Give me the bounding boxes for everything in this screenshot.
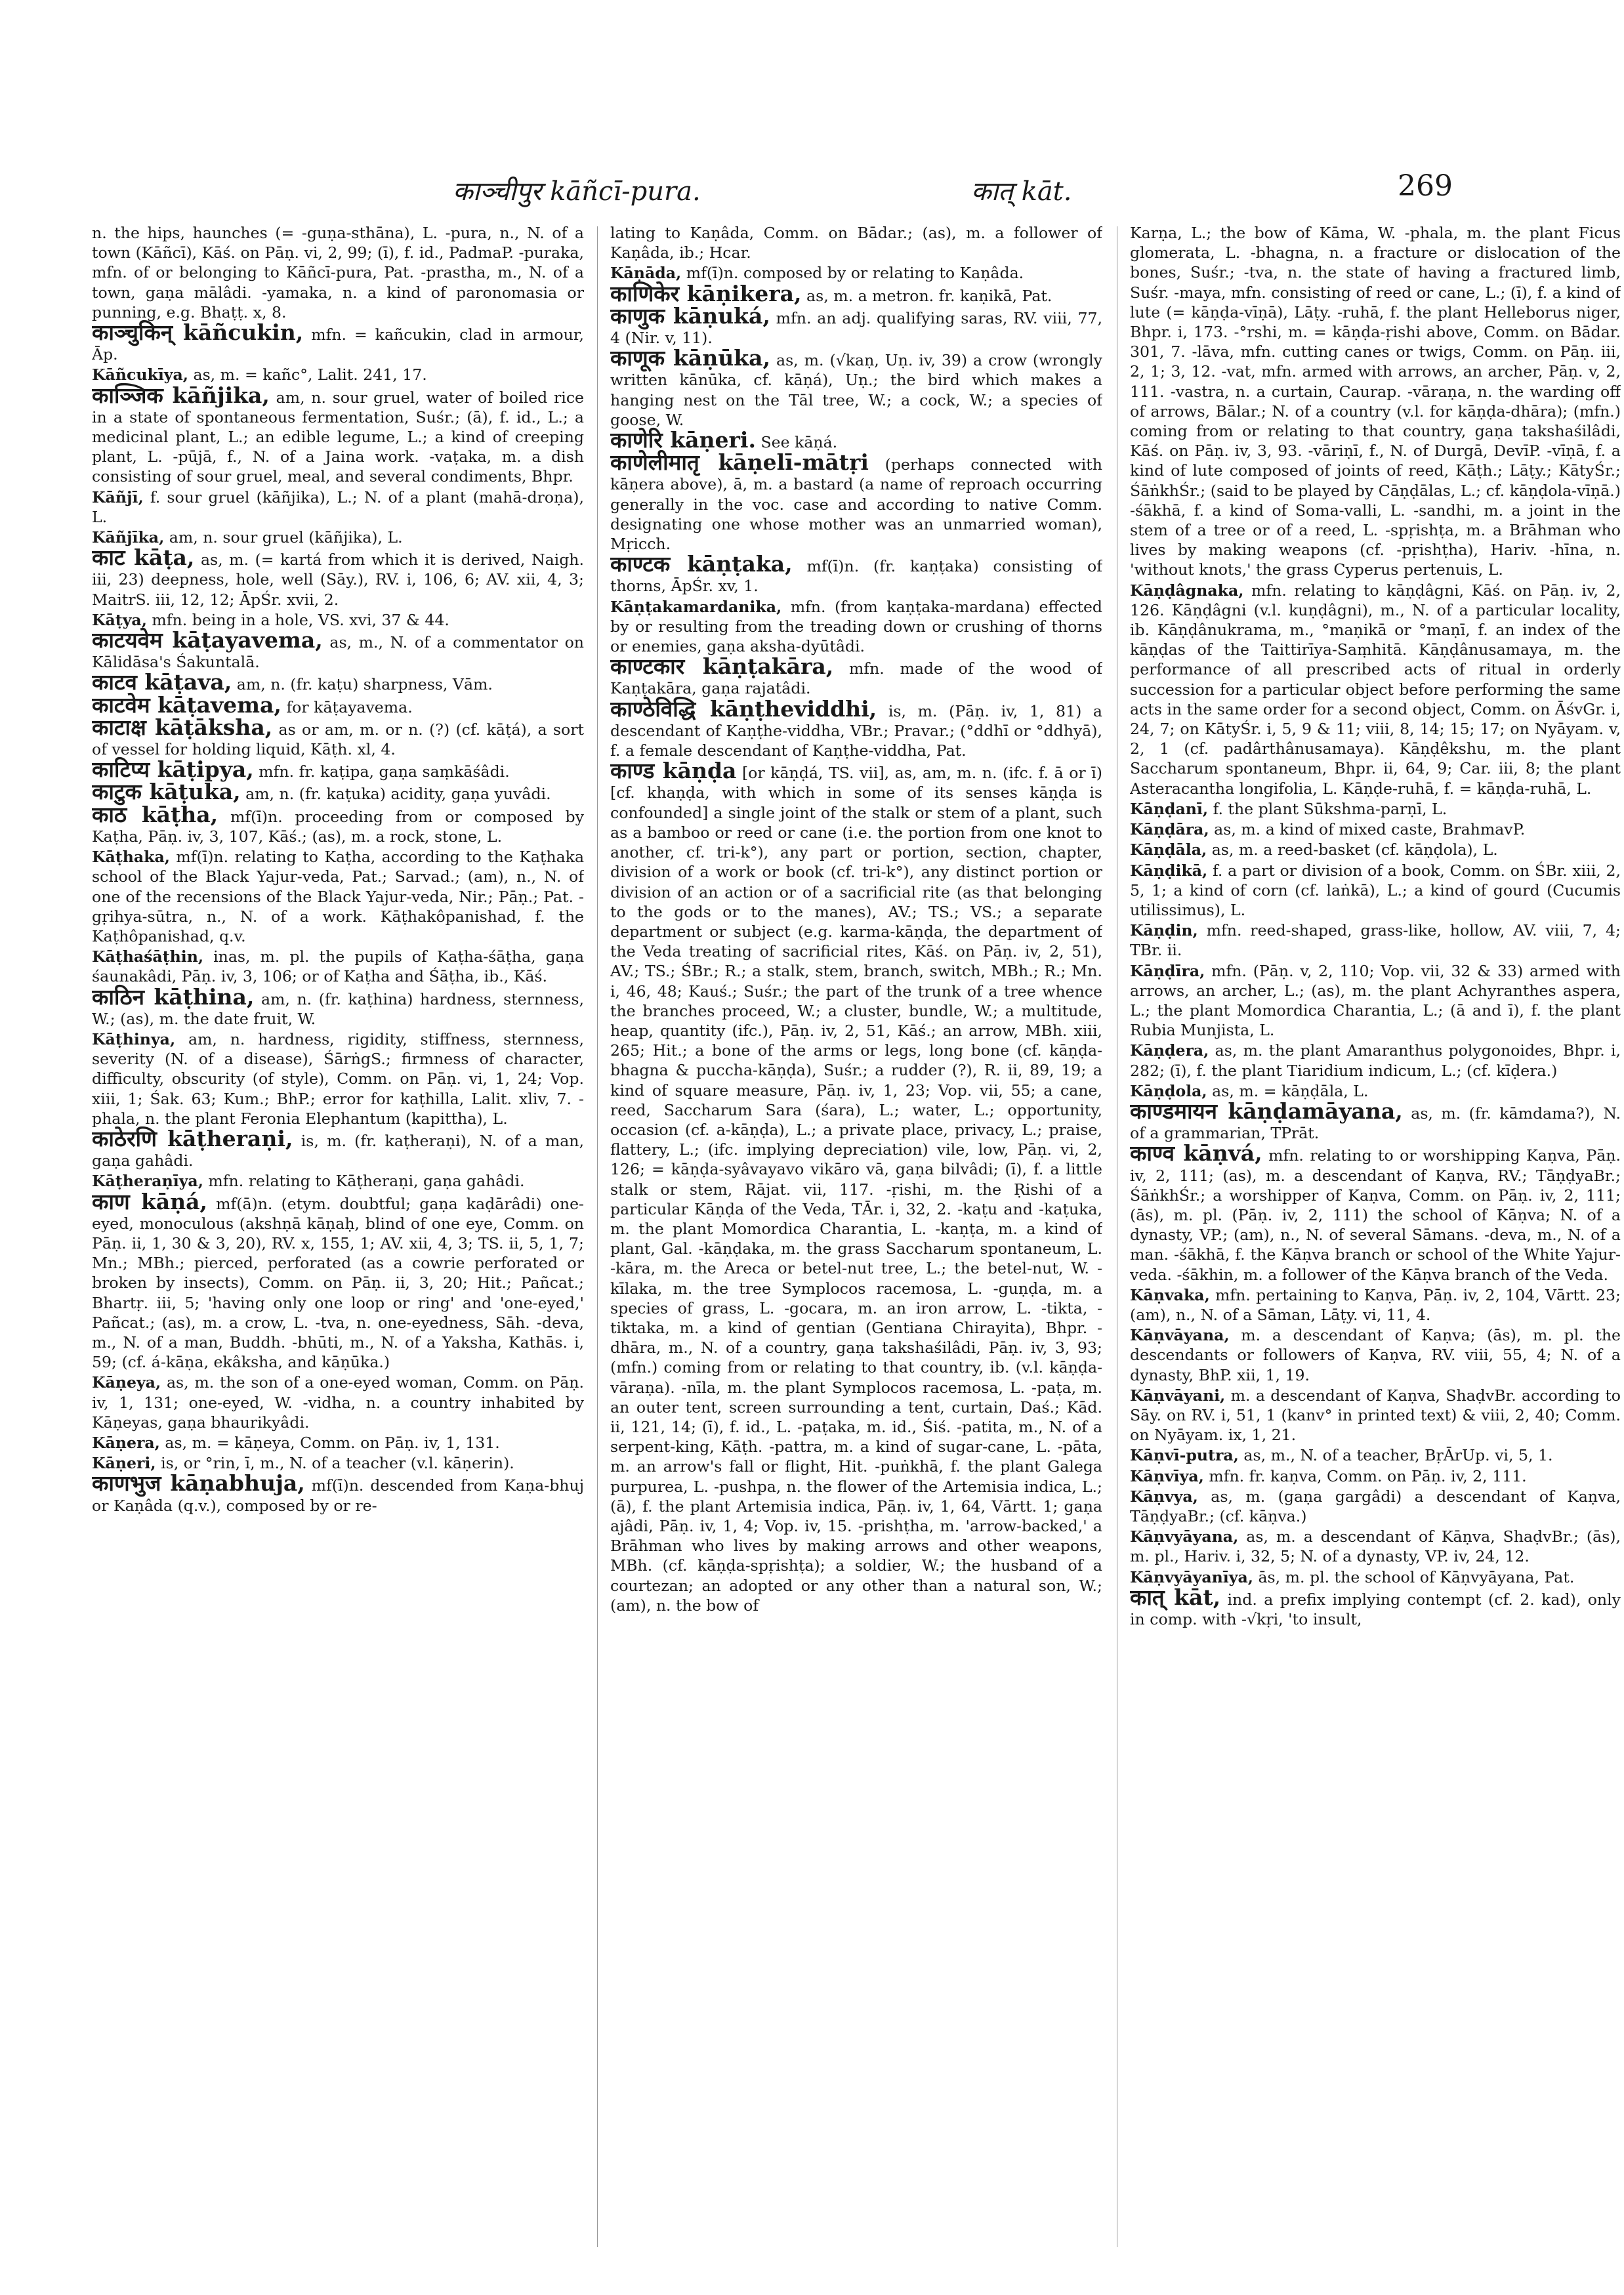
entry-definition: am, n. (fr. kaṭu) sharpness, Vām. — [236, 675, 493, 694]
entry-definition: am, n. sour gruel (kāñjika), L. — [169, 528, 403, 547]
entry-definition: as or am, m. or n. (?) (cf. kāṭá), a sort of vessel for holding liquid, Kāṭh. xl, 4. — [92, 720, 584, 759]
entry-definition: as, m. a metron. fr. kaṇikā, Pat. — [806, 286, 1052, 305]
entry-headword: काठ kāṭha, — [92, 801, 219, 827]
entry-definition: mfn. (Pāṇ. v, 2, 110; Vop. vii, 32 & 33) armed with arrows, an archer, L.; (as), m. the plant Achyranthes aspera, L.; the plant Momordica Charantia, L.; (ā and ī), f. the plant Rubia Munjista, L. — [1130, 961, 1621, 1040]
sub-entry — [92, 1433, 584, 1453]
entry-definition: for kāṭayavema. — [286, 697, 413, 716]
entry-headword: Kāṇvyāyanīya, — [1130, 1567, 1253, 1586]
main-entry — [92, 714, 584, 759]
entry-definition: am, n. (fr. kaṭuka) acidity, gaṇa yuvâdi. — [245, 785, 551, 804]
entry-definition: as, m. = kañc°, Lalit. 241, 17. — [193, 365, 427, 384]
page-number: 269 — [1398, 169, 1453, 203]
entry-definition: as, m., N. of a commentator on Kālidāsa's Śakuntalā. — [92, 633, 584, 672]
entry-headword: काणिकेर kāṇikera, — [610, 280, 802, 306]
entry-definition: inas, m. pl. the pupils of Kaṭha-śāṭha, gaṇa śaunakâdi, Pāṇ. iv, 3, 106; or of Kaṭha and Śāṭha, ib., Kāś. — [92, 947, 584, 986]
entry-headword: Kāṇāda, — [610, 264, 682, 283]
entry-definition: ās, m. pl. the school of Kāṇvyāyana, Pat. — [1258, 1567, 1575, 1586]
entry-definition: mfn. fr. kaṇva, Comm. on Pāṇ. iv, 2, 111. — [1209, 1466, 1527, 1485]
entry-definition: mf(ī)n. relating to Kaṭha, according to the Kaṭhaka school of the Black Yajur-veda, Pat.; Sarvad.; (am), n., N. of one of the recensions of the Black Yajur-veda, Nir.; Pāṇ.; Pat. -gṛihya-sūtra, n., N. of a work. Kāṭhakôpanishad, f. the Kaṭhôpanishad, q.v. — [92, 848, 584, 945]
entry-definition: mf(ā)n. (etym. doubtful; gaṇa kaḍārâdi) one-eyed, monoculous (akshṇā kāṇaḥ, blind of one eye, Comm. on Pāṇ. ii, 1, 30 & 3, 20), RV. x, 155, 1; AV. xii, 4, 3; TS. ii, 5, 1, 7; Mn.; MBh.; pierced, perforated (as a cowrie perforated or broken by insects), Comm. on Pāṇ. ii, 3, 20; Hit.; Pañcat.; Bhartṛ. iii, 5; 'having only one loop or ring' and 'one-eyed,' Pañcat.; (as), m. a crow, L. -tva, n. one-eyedness, Sāh. -deva, m., N. of a man, Buddh. -bhūti, m., N. of a Yaksha, Kathās. i, 59; (cf. á-kāṇa, ekâksha, and kāṇūka.) — [92, 1194, 584, 1372]
main-entry — [92, 320, 584, 364]
entry-headword: काण्व kāṇvá, — [1130, 1140, 1262, 1167]
sub-entry — [1130, 1527, 1621, 1566]
entry-headword: काठेरणि kāṭheraṇi, — [92, 1125, 293, 1151]
sub-entry — [1130, 840, 1621, 859]
entry-definition: ind. a prefix implying contempt (cf. 2. kad), only in comp. with -√kṛi, 'to insult, — [1130, 1590, 1621, 1629]
sub-entry — [1130, 819, 1621, 839]
entry-headword: Kāṇeri, — [92, 1454, 156, 1473]
entry-definition: mfn. (from kaṇṭaka-mardana) effected by or resulting from the treading down or crushing of thorns or enemies, gaṇa aksha-dyūtâdi. — [610, 597, 1102, 656]
entry-headword: Kāṇḍanī, — [1130, 799, 1209, 818]
entry-headword: काटव kāṭava, — [92, 669, 232, 695]
entry-headword: काणेलीमातृ kāṇelī-mātṛi — [610, 449, 869, 476]
entry-definition: as, m. the plant Amaranthus polygonoides, Bhpr. i, 282; (ī), f. the plant Tiaridium indicum, L.; (cf. kīḍera.) — [1130, 1041, 1621, 1080]
entry-definition: mfn. fr. kaṭipa, gaṇa saṃkāśâdi. — [259, 762, 510, 781]
entry-headword: Kāñjīka, — [92, 528, 165, 547]
entry-headword: Kāṇvya, — [1130, 1487, 1198, 1506]
column-1 — [92, 223, 584, 2257]
column-rule — [597, 226, 598, 2247]
entry-definition: See kāṇá. — [760, 433, 838, 452]
sub-entry — [92, 223, 584, 322]
entry-definition: as, m. (fr. kāmdama?), N. of a grammarian, TPrāt. — [1130, 1104, 1621, 1143]
entry-definition: mfn. being in a hole, VS. xvi, 37 & 44. — [152, 610, 449, 629]
entry-definition: f. sour gruel (kāñjika), L.; N. of a plant (mahā-droṇa), L. — [92, 487, 584, 526]
entry-headword: Kāṭhaka, — [92, 848, 170, 867]
main-entry — [1130, 1098, 1621, 1143]
entry-headword: काण्टक kāṇṭaka, — [610, 551, 793, 577]
column-2 — [610, 223, 1102, 2257]
entry-definition: as, m. (√kaṇ, Uṇ. iv, 39) a crow (wrongly written kānūka, cf. kāṇá), Uṇ.; the bird which makes a hanging nest on the Tāl tree, W.; a cock, W.; a species of goose, W. — [610, 351, 1102, 429]
sub-entry — [92, 847, 584, 946]
entry-headword: Kāṇṭakamardanika, — [610, 597, 782, 616]
entry-headword: Kāṭhaśāṭhin, — [92, 947, 204, 966]
entry-headword: Kāṇvāyani, — [1130, 1386, 1226, 1405]
entry-headword: Kāṇḍāla, — [1130, 840, 1207, 859]
entry-headword: Kāṇḍāra, — [1130, 820, 1209, 839]
entry-definition: mfn. an adj. qualifying saras, RV. viii, 77, 4 (Nir. v, 11). — [610, 308, 1102, 348]
entry-headword: काटयवेम kāṭayavema, — [92, 627, 323, 653]
sub-entry — [1130, 799, 1621, 819]
main-entry — [610, 758, 1102, 1615]
entry-definition: lating to Kaṇâda, Comm. on Bādar.; (as), m. a follower of Kaṇâda, ib.; Hcar. — [610, 224, 1102, 262]
sub-entry — [1130, 920, 1621, 960]
entry-headword: काण्टकार kāṇṭakāra, — [610, 653, 834, 680]
entry-definition: f. the plant Sūkshma-parṇī, L. — [1213, 799, 1447, 818]
entry-definition: am, n. hardness, rigidity, stiffness, sternness, severity (N. of a disease), ŚārṅgS.; firmness of character, difficulty, obscurity (of style), Comm. on Pāṇ. vi, 1, 24; Vop. xiii, 1; Śak. 63; Kum.; BhP.; error for kaṭhilla, Lalit. xliv, 7. -phala, n. the plant Feronia Elephantum (kapittha), L. — [92, 1029, 584, 1128]
entry-definition: as, m. a descendant of Kāṇva, ShaḍvBr.; (ās), m. pl., Hariv. i, 32, 5; N. of a dynasty, VP. iv, 24, 12. — [1130, 1527, 1621, 1566]
sub-entry — [1130, 223, 1621, 580]
main-entry — [610, 302, 1102, 348]
entry-headword: काणूक kāṇūka, — [610, 345, 771, 371]
entry-headword: Kāṇḍīra, — [1130, 961, 1205, 980]
sub-entry — [1130, 961, 1621, 1041]
entry-definition: as, m. a kind of mixed caste, BrahmavP. — [1214, 820, 1526, 839]
entry-headword: Kāṇḍikā, — [1130, 861, 1208, 880]
entry-headword: काटिप्य kāṭipya, — [92, 756, 254, 783]
entry-headword: काणभुज kāṇabhuja, — [92, 1470, 305, 1497]
main-entry — [610, 345, 1102, 430]
entry-headword: Kāṇḍola, — [1130, 1081, 1207, 1100]
entry-definition: as, m. the son of a one-eyed woman, Comm. on Pāṇ. iv, 1, 131; one-eyed, W. -vidha, n. a country inhabited by Kāṇeyas, gaṇa bhaurikyâdi. — [92, 1373, 584, 1432]
sub-entry — [1130, 1466, 1621, 1486]
main-entry — [610, 695, 1102, 761]
entry-headword: Kāṇḍin, — [1130, 921, 1198, 940]
entry-headword: काटुक kāṭuka, — [92, 779, 241, 805]
entry-headword: Kāṇvīya, — [1130, 1466, 1204, 1485]
sub-entry — [92, 1029, 584, 1128]
sub-entry — [1130, 1285, 1621, 1325]
entry-definition: mfn. reed-shaped, grass-like, hollow, AV. viii, 7, 4; TBr. ii. — [1130, 921, 1621, 960]
entry-headword: काञ्चुकिन् kāñcukin, — [92, 320, 304, 346]
entry-definition: is, m. (fr. kaṭheraṇi), N. of a man, gaṇa gahâdi. — [92, 1131, 584, 1170]
sub-entry — [610, 597, 1102, 657]
entry-definition: mfn. made of the wood of Kaṇṭakāra, gaṇa rajatâdi. — [610, 659, 1102, 698]
entry-headword: Kāṇvaka, — [1130, 1285, 1210, 1304]
header-right-guideword: कात् kāt. — [971, 176, 1072, 207]
entry-definition: mf(ī)n. (fr. kaṇṭaka) consisting of thorns, ĀpŚr. xv, 1. — [610, 557, 1102, 596]
main-entry — [92, 382, 584, 487]
entry-definition: (perhaps connected with kāṇera above), ā, m. a bastard (a name of reproach occurring generally in the voc. case and according to native Comm. designating one whose mother was an unmarried woman), Mṛicch. — [610, 455, 1102, 554]
entry-definition: m. a descendant of Kaṇva; (ās), m. pl. the descendants or followers of Kaṇva, RV. viii, 55, 4; N. of a dynasty, BhP. xii, 1, 19. — [1130, 1326, 1621, 1384]
sub-entry — [92, 947, 584, 986]
entry-headword: Kāñcukīya, — [92, 365, 188, 384]
main-entry — [92, 1125, 584, 1170]
entry-headword: काण्ठेविद्धि kāṇṭheviddhi, — [610, 695, 877, 722]
entry-headword: Kāṇḍera, — [1130, 1041, 1209, 1060]
entry-definition: as, m. = kāṇḍāla, L. — [1212, 1081, 1369, 1100]
sub-entry — [1130, 861, 1621, 920]
entry-headword: Kāṇvyāyana, — [1130, 1527, 1239, 1546]
entry-definition: mfn. = kañcukin, clad in armour, Āp. — [92, 325, 584, 364]
entry-headword: काणुक kāṇuká, — [610, 302, 770, 329]
entry-headword: Kāṇvāyana, — [1130, 1326, 1230, 1345]
entry-headword: Kāṭhinya, — [92, 1029, 176, 1048]
main-entry — [610, 653, 1102, 698]
main-entry — [92, 1470, 584, 1515]
sub-entry — [1130, 1041, 1621, 1080]
sub-entry — [610, 223, 1102, 262]
header-left-guideword: काञ्चीपुर kāñcī-pura. — [453, 176, 701, 207]
sub-entry — [1130, 1445, 1621, 1465]
main-entry — [1130, 1140, 1621, 1284]
sub-entry — [1130, 1325, 1621, 1385]
sub-entry — [1130, 581, 1621, 798]
entry-headword: Kāṭheraṇīya, — [92, 1172, 203, 1191]
main-entry — [92, 1188, 584, 1373]
entry-definition: as, m. a reed-basket (cf. kāṇḍola), L. — [1211, 840, 1498, 859]
entry-headword: Kāṇvī-putra, — [1130, 1446, 1239, 1465]
entry-headword: Kāṇera, — [92, 1433, 160, 1452]
main-entry — [610, 551, 1102, 596]
entry-headword: काञ्जिक kāñjika, — [92, 382, 270, 408]
sub-entry — [1130, 1487, 1621, 1526]
entry-definition: as, m. (= kartá from which it is derived, Naigh. iii, 23) deepness, hole, well (Sāy.), RV. i, 106, 6; AV. xii, 4, 3; MaitrS. iii, 12, 12; ĀpŚr. xvii, 2. — [92, 550, 584, 609]
main-entry — [92, 801, 584, 846]
entry-headword: Kāṇḍâgnaka, — [1130, 581, 1244, 600]
entry-definition: n. the hips, haunches (= -guṇa-sthāna), L. -pura, n., N. of a town (Kāñcī), Kāś. on Pāṇ. vi, 2, 99; (ī), f. id., PadmaP. -puraka, mfn. of or belonging to Kāñcī-pura, Pat. -prastha, m., N. of a town, gaṇa mālâdi. -yamaka, n. a kind of paronomasia or punning, e.g. Bhaṭṭ. x, 8. — [92, 224, 584, 321]
entry-headword: काठिन kāṭhina, — [92, 983, 255, 1010]
entry-definition: mf(ī)n. descended from Kaṇa-bhuj or Kaṇâda (q.v.), composed by or re- — [92, 1476, 584, 1515]
entry-headword: काटाक्ष kāṭāksha, — [92, 714, 273, 740]
entry-headword: काण kāṇá, — [92, 1188, 207, 1214]
entry-definition: mfn. relating to Kāṭheraṇi, gaṇa gahâdi. — [208, 1172, 525, 1191]
entry-definition: mf(ī)n. proceeding from or composed by Kaṭha, Pāṇ. iv, 3, 107, Kāś.; (as), m. a rock, stone, L. — [92, 807, 584, 846]
main-entry — [92, 627, 584, 672]
entry-headword: कात् kāt, — [1130, 1584, 1221, 1610]
entry-headword: काणेरि kāṇeri. — [610, 427, 756, 453]
entry-headword: Kāṇeya, — [92, 1373, 161, 1392]
main-entry — [610, 449, 1102, 554]
entry-definition: am, n. (fr. kaṭhina) hardness, sternness, W.; (as), m. the date fruit, W. — [92, 989, 584, 1028]
sub-entry — [1130, 1386, 1621, 1445]
entry-definition: am, n. sour gruel, water of boiled rice in a state of spontaneous fermentation, Suśr.; (ā), f. id., L.; a medicinal plant, L.; an edible legume, L.; a kind of creeping plant, L. -pūjā, f., N. of a Jaina work. -vaṭaka, m. a dish consisting of sour gruel, meal, and several condiments, Bhpr. — [92, 388, 584, 486]
sub-entry — [92, 1373, 584, 1432]
entry-definition: mfn. relating to kāṇḍâgni, Kāś. on Pāṇ. iv, 2, 126. Kāṇḍâgni (v.l. kuṇḍâgni), m., N. of a particular locality, ib. Kāṇḍânukrama, m., °maṇikā or °maṇī, f. an index of the kāṇḍas of the Taittirīya-Saṃhitā. Kāṇḍânusamaya, m. the performance of all prescribed acts of ritual in orderly succession for a particular object before performing the same acts in the same order for a second object, Comm. on ĀśvGr. i, 24, 7; on KātyŚr. i, 5, 9 & 11; viii, 8, 14; 15; 17; on Nyāyam. v, 2, 1 (cf. padârthânusamaya). Kāṇḍêkshu, m. the plant Saccharum spontaneum, Bhpr. ii, 64, 9; Car. iii, 8; the plant Asteracantha longifolia, L. Kāṇḍe-ruhā, f. = kāṇḍa-ruhā, L. — [1130, 581, 1621, 798]
entry-definition: Karṇa, L.; the bow of Kāma, W. -phala, m. the plant Ficus glomerata, L. -bhagna, n. a fracture or dislocation of the bones, Suśr.; -tva, n. the state of having a fractured limb, Suśr. -maya, mfn. consisting of reed or cane, L.; (ī), f. a kind of lute (= kāṇḍa-vīṇā), Lāṭy. -ruhā, f. the plant Helleborus niger, Bhpr. i, 173. -°rshi, m. = kāṇḍa-ṛishi above, Comm. on Bādar. 301, 7. -lāva, mfn. cutting canes or twigs, Comm. on Pāṇ. iii, 2, 1; 3, 12. -vat, mfn. armed with arrows, an archer, Pāṇ. v, 2, 111. -vastra, n. a curtain, Caurap. -vāraṇa, n. the warding off of arrows, Bālar.; N. of a country (v.l. for kāṇḍa-dhāra); (mfn.) coming from or relating to that country, gaṇa takshaśilâdi, Kāś. on Pāṇ. iv, 3, 93. -vāriṇī, f., N. of Durgā, DevīP. -vīṇā, f. a kind of lute composed of joints of reed, Kāṭh.; Lāṭy.; KātyŚr.; ŚāṅkhŚr.; (said to be played by Cāṇḍālas, L.; cf. kāṇḍola-vīṇā.) -śākhā, f. a kind of Soma-valli, L. -sandhi, m. a joint in the stem of a tree or of a reed, L. -spṛishṭa, m. a Brāhman who lives by making weapons (cf. -pṛishṭha), Hariv. -hīna, n. 'without knots,' the grass Cyperus pertenuis, L. — [1130, 224, 1621, 579]
main-entry — [1130, 1584, 1621, 1629]
entry-headword: काण्ड kāṇḍa — [610, 758, 737, 784]
entry-definition: as, m. (gaṇa gargâdi) a descendant of Kaṇva, TāṇḍyaBr.; (cf. kāṇva.) — [1130, 1487, 1621, 1525]
entry-headword: काण्डमायन kāṇḍamāyana, — [1130, 1098, 1403, 1124]
main-entry — [92, 983, 584, 1029]
entry-definition: f. a part or division of a book, Comm. on ŚBr. xiii, 2, 5, 1; a kind of corn (cf. laṅkā), L.; a kind of gourd (Cucumis utilissimus), L. — [1130, 861, 1621, 919]
entry-definition: is, or °rin, ī, m., N. of a teacher (v.l. kāṇerin). — [161, 1454, 514, 1473]
main-entry — [92, 545, 584, 610]
entry-definition: m. a descendant of Kaṇva, ShaḍvBr. according to Sāy. on RV. i, 51, 1 (kanv° in printed text) & viii, 2, 40; Comm. on Nyāyam. ix, 1, 21. — [1130, 1386, 1621, 1445]
entry-definition: is, m. (Pāṇ. iv, 1, 81) a descendant of Kaṇṭhe-viddha, VBr.; Pravar.; (°ddhī or °ddhyā), f. a female descendant of Kaṇṭhe-viddha, Pat. — [610, 701, 1102, 760]
entry-headword: काटवेम kāṭavema, — [92, 692, 281, 718]
entry-headword: Kāṭya, — [92, 610, 147, 629]
column-3 — [1130, 223, 1621, 2257]
entry-definition: mfn. pertaining to Kaṇva, Pāṇ. iv, 2, 104, Vārtt. 23; (am), n., N. of a Sāman, Lāṭy. vi, 11, 4. — [1130, 1285, 1621, 1324]
entry-headword: काट kāṭa, — [92, 545, 195, 571]
entry-definition: mf(ī)n. composed by or relating to Kaṇâda. — [686, 264, 1024, 283]
page-header — [0, 169, 1624, 211]
entry-definition: as, m., N. of a teacher, BṛĀrUp. vi, 5, 1. — [1243, 1446, 1553, 1465]
entry-definition: mfn. relating to or worshipping Kaṇva, Pāṇ. iv, 2, 111; (as), m. a descendant of Kaṇva, RV.; TāṇḍyaBr.; ŚāṅkhŚr.; a worshipper of Kaṇva, Comm. on Pāṇ. iv, 2, 111; (ās), m. pl. (Pāṇ. iv, 2, 111) the school of Kāṇva; N. of a dynasty, VP.; (am), n., N. of several Sāmans. -deva, m., N. of a man. -śākhā, f. the Kāṇva branch or school of the White Yajur-veda. -śākhin, m. a follower of the Kāṇva branch of the Veda. — [1130, 1146, 1621, 1284]
sub-entry — [92, 487, 584, 527]
entry-headword: Kāñjī, — [92, 487, 144, 507]
entry-definition: as, m. = kāṇeya, Comm. on Pāṇ. iv, 1, 131. — [165, 1433, 500, 1452]
entry-definition: [or kāṇḍá, TS. vii], as, am, m. n. (ifc. f. ā or ī) [cf. khaṇḍa, with which in some of its senses kāṇḍa is confounded] a single joint of the stalk or stem of a plant, such as a bamboo or reed or cane (i.e. the portion from one knot to another, cf. tri-k°), any part or portion, section, chapter, division of a work or book (cf. tri-k°), any distinct portion or division of an action or of a sacrificial rite (as that belonging to the gods or to the manes), AV.; TS.; VS.; a separate department or subject (e.g. karma-kāṇḍa, the department of the Veda treating of sacrificial rites, Kāś. on Pāṇ. iv, 2, 51), AV.; TS.; ŚBr.; R.; a stalk, stem, branch, switch, MBh.; R.; Mn. i, 46, 48; Kauś.; Suśr.; the part of the trunk of a tree whence the branches proceed, W.; a cluster, bundle, W.; a multitude, heap, quantity (ifc.), Pāṇ. iv, 2, 51, Kāś.; an arrow, MBh. xiii, 265; Hit.; a bone of the arms or legs, long bone (cf. kāṇḍa-bhagna & puccha-kāṇḍa), Suśr.; a rudder (?), R. ii, 89, 19; a kind of square measure, Pāṇ. iv, 1, 23; Vop. vii, 55; a cane, reed, Saccharum Sara (śara), L.; water, L.; opportunity, occasion (cf. a-kāṇḍa), L.; a private place, privacy, L.; praise, flattery, L.; (ifc. implying depreciation) vile, low, Pāṇ. vi, 2, 126; = kāṇḍa-syâvayavo vikāro vā, gaṇa bilvâdi; (ī), f. a little stalk or stem, Rājat. vii, 117. -ṛishi, m. the Ṛishi of a particular Kāṇḍa of the Veda, TĀr. i, 32, 2. -kaṭu and -kaṭuka, m. the plant Momordica Charantia, L. -kaṇṭa, m. a kind of plant, Gal. -kāṇḍaka, m. the grass Saccharum spontaneum, L. -kāra, m. the Areca or betel-nut tree, L.; the betel-nut, W. -kīlaka, m. the tree Symplocos racemosa, L. -guṇḍa, m. a species of grass, L. -gocara, m. an iron arrow, L. -tikta, -tiktaka, m. a kind of gentian (Gentiana Chirayita), Bhpr. -dhāra, m., N. of a country, gaṇa takshaśilâdi, Pāṇ. iv, 3, 93; (mfn.) coming from or relating to that country, ib. (v.l. kāṇḍa-vāraṇa). -nīla, m. the plant Symplocos racemosa, L. -paṭa, m. an outer tent, screen surrounding a tent, curtain, Daś.; Kād. ii, 121, 14; (ī), f. id., L. -paṭaka, m. id., Śiś. -patita, m., N. of a serpent-king, Kāṭh. -pattra, m. a kind of sugar-cane, L. -pāta, m. an arrow's fall or flight, Hit. -puṅkhā, f. the plant Galega purpurea, L. -pushpa, n. the flower of the Artemisia indica, L.; (ā), f. the plant Artemisia indica, Pāṇ. iv, 1, 64, Vārtt. 1; gaṇa ajâdi, Pāṇ. iv, 1, 4; Vop. iv, 15. -prishṭha, m. 'arrow-backed,' a Brāhman who lives by making arrows and other weapons, MBh. (cf. kāṇḍa-spṛishṭa); a soldier, W.; the husband of a courtezan; an adopted or any other than a natural son, W.; (am), n. the bow of — [610, 764, 1102, 1615]
